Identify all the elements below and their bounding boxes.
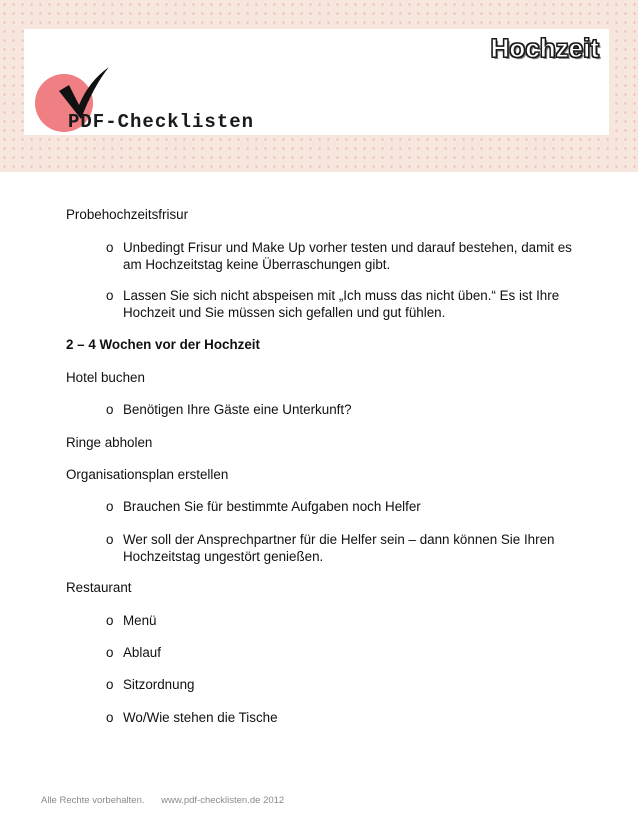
list-item: Hotel buchen: [66, 370, 145, 385]
bullet: o: [106, 402, 114, 417]
footer-website: www.pdf-checklisten.de 2012: [161, 795, 285, 806]
sub-item-text: Lassen Sie sich nicht abspeisen mit „Ich muss das nicht üben.“ Es ist Ihre Hochzeit und Sie müssen sich gefallen und gut fühlen.: [123, 288, 560, 320]
sub-item-text: Unbedingt Frisur und Make Up vorher testen und darauf bestehen, damit es am Hochzeitstag keine Überraschungen gibt.: [123, 240, 572, 272]
sub-item-text: Benötigen Ihre Gäste eine Unterkunft?: [123, 402, 352, 417]
logo-text: PDF-Checklisten: [68, 111, 255, 133]
bullet: o: [106, 645, 114, 660]
list-item: Ringe abholen: [66, 435, 153, 450]
bullet: o: [106, 288, 114, 303]
sub-item-text: Wer soll der Ansprechpartner für die Helfer sein – dann können Sie Ihren Hochzeitstag ungestört genießen.: [123, 532, 555, 564]
bullet: o: [106, 710, 114, 725]
list-item: Probehochzeitsfrisur: [66, 207, 189, 222]
footer-rights: Alle Rechte vorbehalten.: [41, 795, 145, 806]
bullet: o: [106, 532, 114, 547]
list-item: Restaurant: [66, 580, 132, 595]
sub-item-text: Ablauf: [123, 645, 161, 660]
footer: [41, 795, 284, 806]
sub-item-text: Menü: [123, 613, 157, 628]
sub-item-text: Sitzordnung: [123, 677, 195, 692]
sub-item-text: Wo/Wie stehen die Tische: [123, 710, 278, 725]
section-heading: 2 – 4 Wochen vor der Hochzeit: [66, 337, 260, 352]
list-item: Organisationsplan erstellen: [66, 467, 229, 482]
bullet: o: [106, 677, 114, 692]
bullet: o: [106, 499, 114, 514]
bullet: o: [106, 240, 114, 255]
header-card: [24, 29, 609, 135]
page-title: Hochzeit: [490, 33, 599, 63]
sub-item-text: Brauchen Sie für bestimmte Aufgaben noch Helfer: [123, 499, 421, 514]
bullet: o: [106, 613, 114, 628]
